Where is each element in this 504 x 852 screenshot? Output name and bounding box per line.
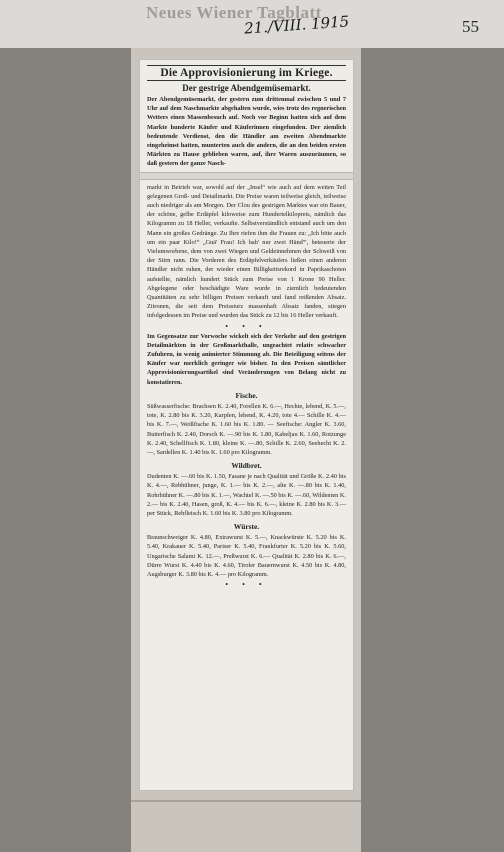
article-subtitle: Der gestrige Abendgemüsemarkt. [182,83,311,93]
game-prices: Dudenten K. —.60 bis K. 1.50, Fasane je nach Qualität und Größe K. 2.40 bis K. 4.—, Rebhühner, junge, K. 1.— bis K. 2.—, alte K. —.80 bis K. 1.40, Rohrhühner K. —.80 bis K. 1.—, Wachtel K. —.50 bis K. —.60, Wildenten K. 2.— bis K. 2.40, Hasen, groß, K. 4.— bis K. 6.—, kleine K. 2.80 bis K. 3.— per Stück, Rehfleisch K. 1.60 bis K. 3.80 pro Kilogramm. [147,473,346,517]
newspaper-title: Neues Wiener Tagblatt [146,3,322,22]
fish-prices: Süßwasserfische: Brachsen K. 2.40, Forellen K. 6.—, Hechte, lebend, K. 5.—, tote, K. 2.80 bis K. 3.20, Karpfen, lebend, K. 4.20, tote 4.— Schille K. 4.— bis K. 7.—, Weißfische K. 1.60 bis K. 1.80. — Seefische: Angler K. 3.60, Butterfisch K. 2.40, Dorsch K. —.90 bis K. 1.80, Kabeljau K. 1.60, Rotzunge K. 2.40, Schellfisch K. 1.80, kleine K. —.80, Schille K. 2.60, Seehecht K. 2.—, Sardellen K. 1.40 bis K. 1.60 pro Kilogramm. [147,402,346,456]
article-title: Die Approvisionierung im Kriege. [147,65,346,81]
page-number: 55 [462,17,479,36]
sausage-heading: Würste. [233,522,260,532]
end-separator: • • • [225,580,268,590]
sausage-prices: Braunschweiger K. 4.80, Extrawurst K. 5.—, Knackwürste K. 5.20 bis K. 5.40, Krakauer K. 5.40, Pariser K. 5.40, Frankfurter K. 5.20 bis K. 5.60, Ungarische Salami K. 12.—, Preßwurst K. 6.— Qualität K. 2.80 bis K. 6.—, Dürre Wurst K. 4.40 bis K. 4.60, Tiroler Bauernwurst K. 4.50 bis K. 4.80, Augsburger K. 3.80 bis K. 4.— pro Kilogramm. [147,534,346,578]
intro-paragraph: Der Abendgemüsemarkt, der gestern zum drittenmal zwischen 5 und 7 Uhr auf dem Naschmarkte abgehalten wurde, wies trotz des regnerischen Wetters einen Massenbesuch auf. Noch vor Beginn hatten sich auf dem Markte hunderte Käufer und Käuferinnen eingefunden. Der ziemlich bedeutende Verdienst, den die Händler am zweiten Abendmarkte eingeheimst hatten, munterten auch die andern, die an den beiden ersten Märkten zu Hause geblieben waren, auf, ihre Waren auszuräumen, so daß gestern der ganze Nasch- [147,96,346,168]
clipping-splice [140,172,353,180]
archive-header [0,0,504,48]
fish-heading: Fische. [235,390,258,400]
market-paragraph: markt in Betrieb war, sowohl auf der „Insel“ wie auch auf dem weiten Teil gelegenen Groß- und Detailmarkt. Die Preise waren teilweise gleich, teilweise auch niedriger als am Morgen. Der Clou des gestrigen Marktes war ein Bauer, der schöne, gelbe Erdäpfel kiloweise zum Hundertelkilopreis, nämlich das Kilogramm zu 18 Heller, verkaufte. Selbstverständlich entstand auch um den Mann ein großes Gedränge. Zu Ihre riefen ihm die Frauen zu: „Ich bitte auch um ein paar Kilo!“ „Gnä' Frau! Ich hab' nur zwei Händ'“, beteuerte der Vielumworbene, dem von zwei Wiegen und Geldeinnehmen der Schweiß von der Stirn rann. Die Vorderen des Erdäpfelverkäufers ließen einen anderen Händler nicht ruhen, der wieder einen Billigkeitsrekord in Paprikaschoten aufstellte, nämlich hundert Stück zum Preise von 1 Krone 90 Heller. Abgelegene oder beschädigte Ware wurde in ziemlich bedeutenden Quantitäten zu sehr billigen Preisen verkauft und fand reißenden Absatz. Zitronen, die seit dem Preissturz massenhaft Absatz fanden, stiegen infolgedessen im Preise und wurden das Stück zu 12 bis 16 Heller verkauft. [147,183,346,320]
newspaper-clipping [140,60,353,790]
section-separator: • • • [225,321,268,331]
sheet-fold-line [131,800,361,802]
handwritten-date: 21./VIII. 1915 [243,12,350,38]
game-heading: Wildbret. [231,461,262,471]
market-hall-paragraph: Im Gegensatze zur Vorwoche wickelt sich der Verkehr auf den gestrigen Detailmärkten in der Großmarkthalle, ungeachtet relativ schwacher Zufuhren, in wenig animierter Stimmung ab. Die Beteiligung seitens der Käufer war merklich geringer wie bisher. In den Preisen sämtlicher Approvisionierungsartikel sind Veränderungen von Belang nicht zu konstatieren. [147,332,346,386]
